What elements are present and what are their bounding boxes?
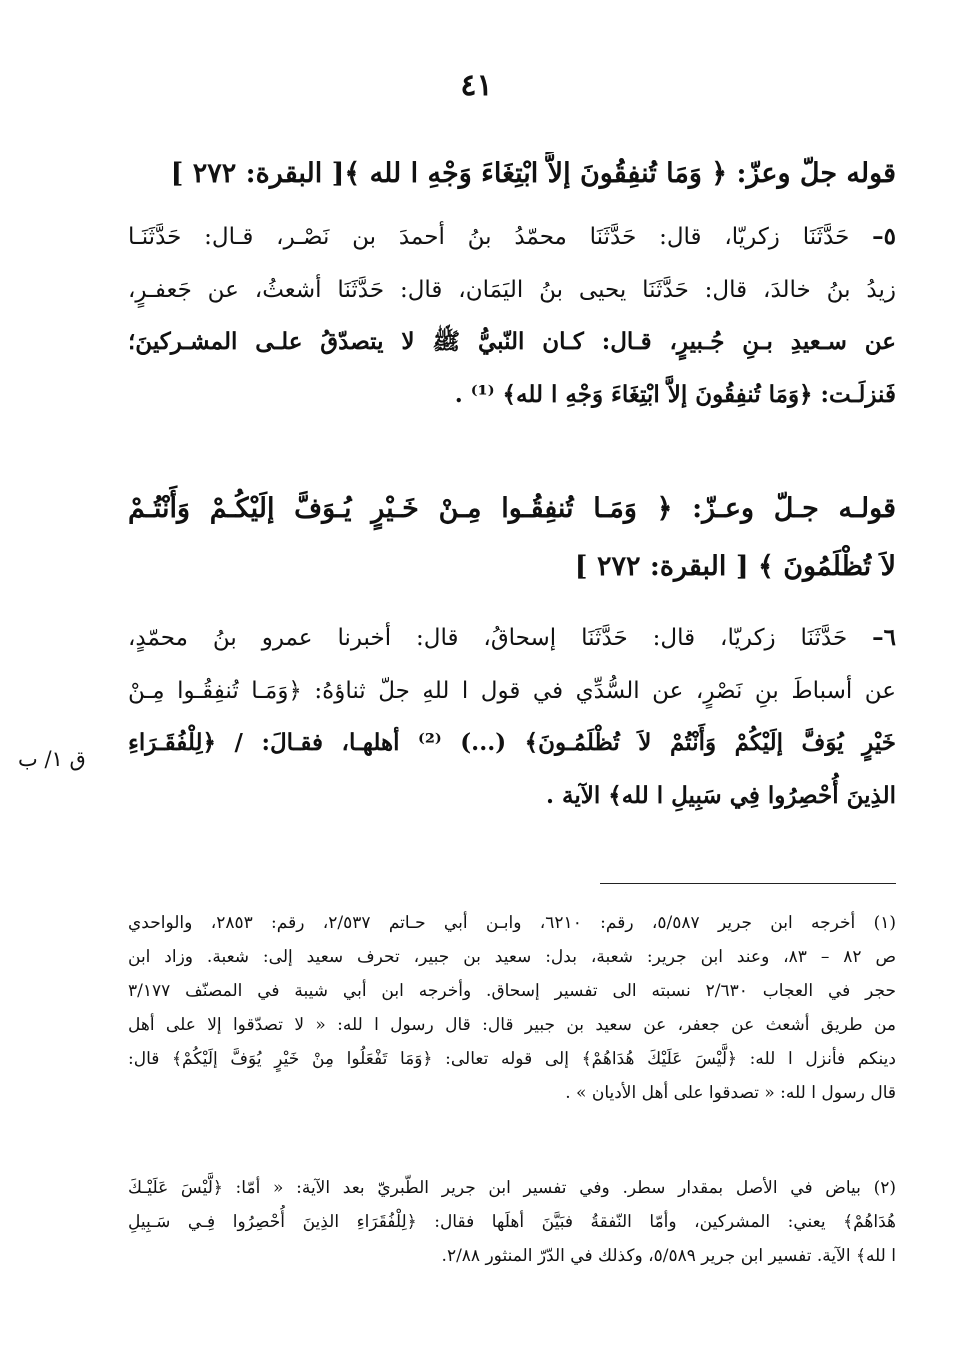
section-1-heading [128,152,896,196]
narration-5 [128,211,896,421]
narration-6 [128,612,896,822]
narration-line: خَيْرٍ يُوَفَّ إلَيْكُمْ وَأَنْتُمْ لاَ تُظْلَمُـونَ﴾ (...) ⁽²⁾ أهلهـا، فقـالَ: / ﴿لِلْفُقَـرَاءِ [128,729,896,756]
footnote-line: ا لله﴾ الآية. تفسير ابن جرير ٥/٥٨٩، وكذلك في الدّرّ المنثور ٢/٨٨. [441,1246,896,1266]
heading-line: قوله جلّ وعزّ: ﴿ وَمَا تُنفِقُونَ إلاَّ ابْتِغَاءَ وَجْهِ ا لله ﴾[ البقرة: ٢٧٢ ] [170,158,896,189]
footnote-line: دينكم فأنزل ا لله: ﴿لَّيْسَ عَلَيْكَ هُدَاهُمْ﴾ إلى قوله تعالى: ﴿وَمَا تَفْعَلُوا مِنْ خَيْرٍ يُوَفَّ إلَيْكُمْ﴾ قال: [128,1049,896,1069]
footnote-line: قال رسول ا لله: « تصدقوا على أهل الأديان » . [565,1083,896,1103]
footnote-line: حجر في العجاب ٢/٦٣٠ نسبته الى تفسير إسحاق. وأخرجه ابن أبي شيبة في المصنّف ٣/١٧٧ [128,981,896,1001]
footnote-line: (١) أخرجه ابن جرير ٥/٥٨٧، رقم: ٦٢١٠، وابـن أبي حـاتم ٢/٥٣٧، رقم: ٢٨٥٣، والواحدي [128,913,896,933]
footnote-2 [128,1171,896,1273]
section-2-heading [128,480,896,596]
footnote-line: ص ٨٢ – ٨٣، وعند ابن جرير: شعبة، بدل: سعيد بن جبير، تحرف سعيد إلى: شعبة. وزاد ابن [128,947,896,967]
footnote-line: (٢) بياض في الأصل بمقدار سطر. وفي تفسير ابن جرير الطّبريّ بعد الآية: « أمّا: ﴿لَّيْسَ عَلَيْـكَ [128,1178,896,1198]
heading-line: لاَ تُظْلَمُونَ ﴾ [ البقرة: ٢٧٢ ] [574,551,896,582]
page-number: ٤١ [460,68,493,103]
footnote-line: هُدَاهُمْ﴾ يعني: المشركين، وأمّا النّفقةُ فبَيَّنَ أهلَها فقال: ﴿لِلْفُقَرَاءِ الذِينَ أُحْصِرُوا فِـي سَـبِيلِ [128,1212,896,1232]
footnote-marker: (٢) [873,1178,896,1198]
footnote-divider [600,883,896,884]
footnote-1 [128,906,896,1110]
narration-line: ٥– حَدَّثَنَا زكريّا، قال: حَدَّثَنَا محمّدُ بنُ أحمدَ بن نَصْـر، قـال: حَدَّثَنَـا [128,223,896,250]
manuscript-folio-note: ق ١/ ب [18,747,86,771]
narration-number: ٦– [872,624,896,651]
narration-line: ٦– حَدَّثَنَا زكريّا، قال: حَدَّثَنَا إسحاقُ، قال: أخبرنا عمرو بنُ محمّدٍ، [128,624,896,651]
narration-line: الذِينَ أُحْصِرُوا فِي سَبِيلِ ا لله﴾ الآية . [546,781,896,809]
narration-line: عن أسباطَ بنِ نَصْرٍ، عن السُّدِّي في قول ا للهِ جلّ ثناؤهُ: ﴿وَمَـا تُنفِقُـوا مِـنْ [128,677,896,704]
narration-line: عن سـعيدِ بـنِ جُـبيرٍ، قـال: كـان النّبيُّ ﷺ لا يتصدّقُ علـى المشـركينَ؛ [128,328,896,355]
heading-line: قولـه جـلّ وعـزّ: ﴿ وَمَـا تُنفِقُـوا مِـنْ خَـيْرٍ يُـوَفَّ إلَيْكُـمْ وَأَنْتُـمْ [128,493,896,524]
narration-number: ٥– [872,223,896,250]
narration-line: فَنزلَـت: ﴿وَمَا تُنفِقُونَ إلاَّ ابْتِغَاءَ وَجْهِ ا لله﴾ ⁽¹⁾ . [454,380,896,408]
footnote-line: من طريق أشعث عن جعفر، عن سعيد بن جبير قال: قال رسول ا لله: « لا تصدّقوا إلا على أهل [128,1015,896,1035]
narration-line: زيدُ بنُ خالدَ، قال: حَدَّثَنَا يحيى بنُ اليَمَان، قال: حَدَّثَنَا أشعثُ، عن جَعفـرٍ، [128,276,896,303]
footnote-marker: (١) [873,913,896,933]
